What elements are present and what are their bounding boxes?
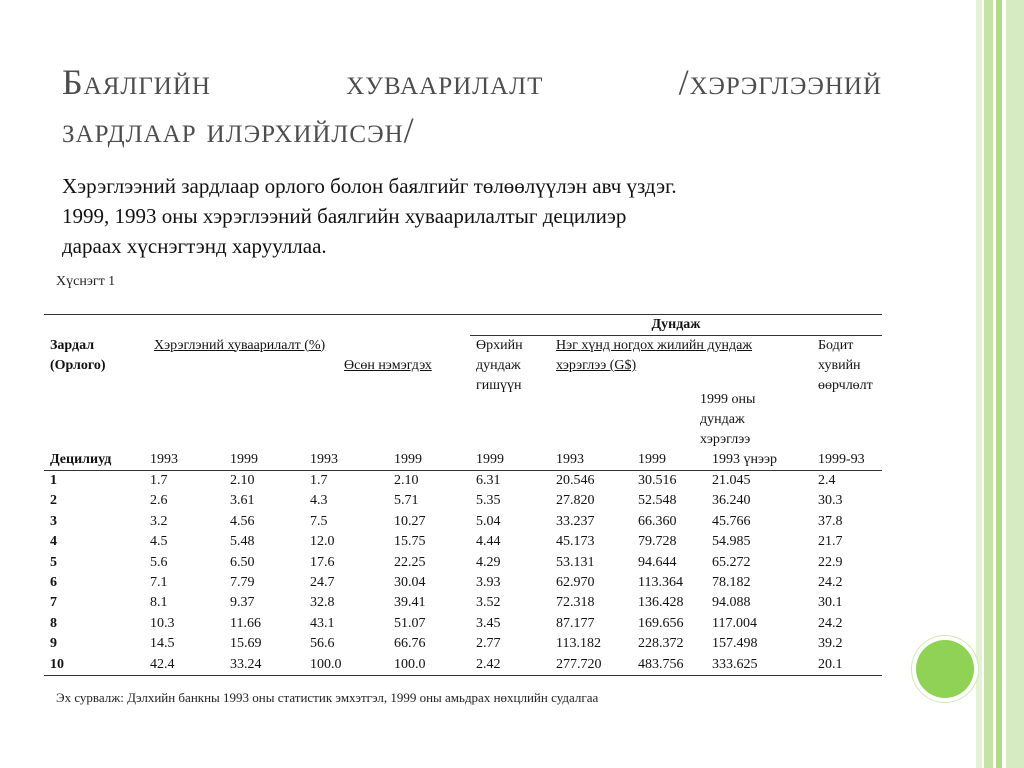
decile-cell: 7 (50, 595, 57, 611)
value-cell: 62.970 (556, 575, 595, 591)
value-cell: 30.1 (818, 595, 843, 611)
value-cell: 169.656 (638, 615, 684, 631)
value-cell: 33.237 (556, 513, 595, 529)
value-cell: 45.766 (712, 513, 751, 529)
value-cell: 5.04 (476, 513, 501, 529)
value-cell: 20.546 (556, 473, 595, 488)
table-row (44, 532, 882, 552)
body-text (62, 171, 922, 261)
value-cell: 78.182 (712, 575, 751, 591)
title-word: /хэрэглээний (678, 62, 882, 102)
value-cell: 1.7 (150, 473, 168, 488)
value-cell: 5.71 (394, 493, 419, 509)
cumulative-header: Өсөн нэмэгдэх (344, 357, 432, 373)
deciles-table (44, 314, 882, 676)
decorative-stripes (976, 0, 1024, 768)
value-cell: 72.318 (556, 595, 595, 611)
decile-cell: 6 (50, 575, 57, 591)
value-cell: 24.2 (818, 575, 843, 591)
table-row (44, 553, 882, 573)
value-cell: 15.75 (394, 534, 426, 550)
value-cell: 100.0 (304, 655, 388, 676)
value-cell: 7.1 (150, 575, 168, 591)
col-header: өөрчлөлт (818, 378, 873, 393)
value-cell: 6.31 (476, 473, 501, 488)
value-cell: 5.35 (476, 493, 501, 509)
slide-title (62, 58, 882, 154)
value-cell: 8.1 (150, 595, 168, 611)
title-word: Баялгийн (62, 62, 211, 102)
year-header: 1993 (304, 450, 388, 471)
value-cell: 36.240 (712, 493, 751, 509)
value-cell: 45.173 (556, 534, 595, 550)
value-cell: 2.77 (476, 636, 501, 652)
value-cell: 15.69 (230, 636, 262, 652)
value-cell: 7.5 (310, 513, 328, 529)
year-header: 1993 (144, 450, 224, 471)
table-row (44, 593, 882, 613)
value-cell: 11.66 (230, 615, 261, 631)
value-cell: 4.56 (230, 513, 255, 529)
col-header: Децилиуд (44, 450, 144, 471)
value-cell: 21.7 (818, 534, 843, 550)
value-cell: 1.7 (310, 473, 328, 488)
value-cell: 52.548 (638, 493, 677, 509)
value-cell: 10.3 (150, 615, 175, 631)
value-cell: 113.364 (638, 575, 683, 591)
value-cell: 21.045 (712, 473, 751, 488)
value-cell: 113.182 (556, 636, 601, 652)
decile-cell: 10 (44, 655, 144, 676)
value-cell: 51.07 (394, 615, 426, 631)
value-cell: 3.93 (476, 575, 501, 591)
value-cell: 3.61 (230, 493, 255, 509)
value-cell: 65.272 (712, 554, 751, 570)
value-cell: 5.48 (230, 534, 255, 550)
table-row (44, 634, 882, 654)
body-line: Хэрэглээний зардлаар орлого болон баялгийг төлөөлүүлэн авч үздэг. (62, 174, 677, 198)
value-cell: 2.6 (150, 493, 168, 509)
table-caption: Хүснэгт 1 (56, 274, 116, 289)
title-word: хуваарилалт (346, 62, 544, 102)
year-header: 1999 (632, 450, 706, 471)
value-cell: 27.820 (556, 493, 595, 509)
body-line: 1999, 1993 оны хэрэглээний баялгийн хуваарилалтыг децилиэр (62, 204, 627, 228)
value-cell: 94.088 (712, 595, 751, 611)
year-header: 1993 (550, 450, 632, 471)
decile-cell: 3 (50, 513, 57, 529)
value-cell: 228.372 (638, 636, 684, 652)
table-row (44, 471, 882, 492)
value-cell: 277.720 (550, 655, 632, 676)
value-cell: 22.9 (818, 554, 843, 570)
year-header: 1999 (224, 450, 304, 471)
col-header: хэрэглээ (700, 432, 751, 447)
table-row (44, 614, 882, 634)
decile-cell: 4 (50, 534, 57, 550)
value-cell: 2.4 (818, 473, 836, 488)
value-cell: 20.1 (812, 655, 882, 676)
col-header: Бодит (818, 338, 854, 353)
decile-cell: 9 (50, 636, 57, 652)
decile-cell: 2 (50, 493, 57, 509)
value-cell: 32.8 (310, 595, 335, 611)
value-cell: 333.625 (706, 655, 812, 676)
col-header: хэрэглээ (G$) (556, 358, 637, 373)
value-cell: 22.25 (394, 554, 426, 570)
year-header: 1999 (388, 450, 470, 471)
value-cell: 4.3 (310, 493, 328, 509)
value-cell: 12.0 (310, 534, 335, 550)
value-cell: 24.2 (818, 615, 843, 631)
col-header: хувийн (818, 358, 861, 373)
value-cell: 39.2 (818, 636, 843, 652)
value-cell: 2.42 (470, 655, 550, 676)
value-cell: 66.360 (638, 513, 677, 529)
average-header: Дундаж (470, 315, 882, 336)
decile-cell: 5 (50, 554, 57, 570)
title-line-2: зардлаар илэрхийлсэн/ (62, 110, 415, 150)
value-cell: 2.10 (394, 473, 419, 488)
value-cell: 7.79 (230, 575, 255, 591)
decorative-green-circle (916, 640, 974, 698)
value-cell: 33.24 (224, 655, 304, 676)
col-header: дундаж (700, 412, 745, 427)
value-cell: 3.45 (476, 615, 501, 631)
value-cell: 5.6 (150, 554, 168, 570)
decile-cell: 8 (50, 615, 57, 631)
decile-cell: 1 (50, 473, 57, 488)
value-cell: 14.5 (150, 636, 175, 652)
value-cell: 3.52 (476, 595, 501, 611)
value-cell: 100.0 (388, 655, 470, 676)
table-row (44, 512, 882, 532)
value-cell: 42.4 (144, 655, 224, 676)
body-line: дараах хүснэгтэнд харууллаа. (62, 234, 327, 258)
value-cell: 30.516 (638, 473, 677, 488)
value-cell: 94.644 (638, 554, 677, 570)
value-cell: 43.1 (310, 615, 335, 631)
value-cell: 54.985 (712, 534, 751, 550)
col-header: гишүүн (476, 378, 522, 393)
value-cell: 4.44 (476, 534, 501, 550)
value-cell: 117.004 (712, 615, 757, 631)
value-cell: 157.498 (712, 636, 758, 652)
value-cell: 2.10 (230, 473, 255, 488)
value-cell: 79.728 (638, 534, 677, 550)
table-row (44, 573, 882, 593)
table-row (44, 655, 882, 676)
year-header: 1999-93 (812, 450, 882, 471)
value-cell: 39.41 (394, 595, 426, 611)
value-cell: 24.7 (310, 575, 335, 591)
value-cell: 56.6 (310, 636, 335, 652)
value-cell: 66.76 (394, 636, 426, 652)
col-header: 1993 үнээр (706, 450, 812, 471)
col-header: Өрхийн (476, 338, 523, 353)
year-header: 1999 (470, 450, 550, 471)
value-cell: 30.3 (818, 493, 843, 509)
value-cell: 53.131 (556, 554, 595, 570)
value-cell: 30.04 (394, 575, 426, 591)
col-header: 1999 оны (700, 392, 756, 407)
col-header: Зардал (50, 337, 95, 353)
value-cell: 17.6 (310, 554, 335, 570)
table-row (44, 491, 882, 511)
col-header: Нэг хүнд ногдох жилийн дундаж (556, 338, 753, 353)
value-cell: 3.2 (150, 513, 168, 529)
value-cell: 6.50 (230, 554, 255, 570)
value-cell: 4.29 (476, 554, 501, 570)
value-cell: 4.5 (150, 534, 168, 550)
value-cell: 37.8 (818, 513, 843, 529)
value-cell: 483.756 (632, 655, 706, 676)
value-cell: 10.27 (394, 513, 426, 529)
source-note: Эх сурвалж: Дэлхийн банкны 1993 оны статистик эмхэтгэл, 1999 оны амьдрах нөхцлийн судалгаа (56, 690, 599, 705)
value-cell: 9.37 (230, 595, 255, 611)
col-header: (Орлого) (50, 357, 106, 373)
value-cell: 136.428 (638, 595, 684, 611)
col-header: дундаж (476, 358, 521, 373)
distribution-header: Хэрэглэний хуваарилалт (%) (154, 337, 326, 353)
value-cell: 87.177 (556, 615, 595, 631)
